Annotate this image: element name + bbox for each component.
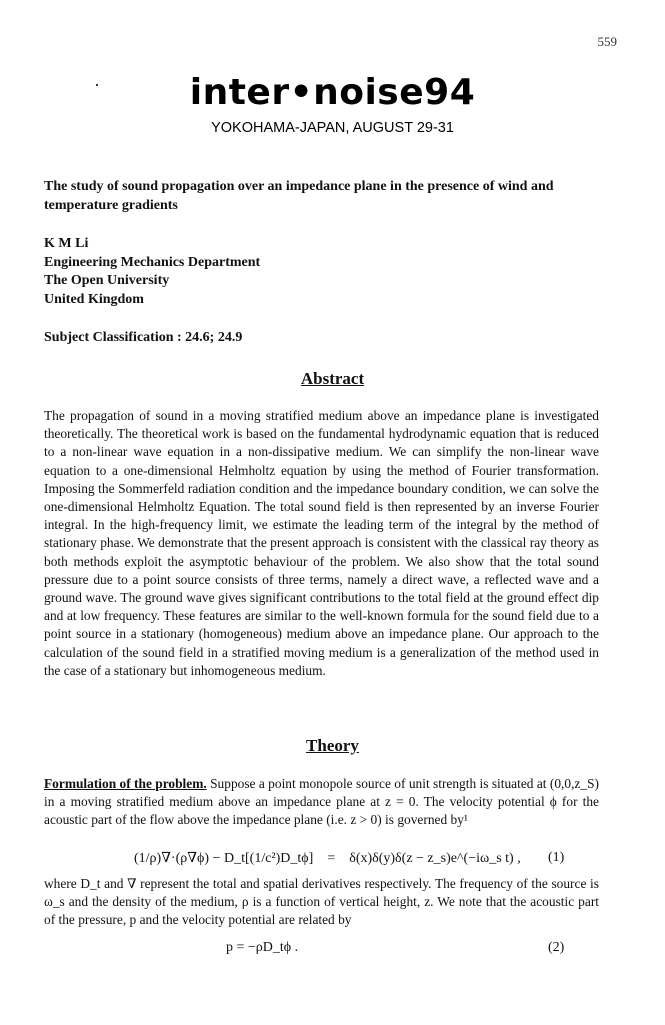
abstract-text: The propagation of sound in a moving stratified medium above an impedance plane is investigated theoretically. The theoretical work is based on the fundamental hydrodynamic equation that is reduced to a non-linear wave equation in a non-dissipative medium. We can simplify the non-linear wave equation to a one-dimensional Helmholtz equation by using the method of Fourier transformation. Imposing the Sommerfeld radiation condition and the impedance boundary condition, we can solve the one-dimensional Helmholtz Equation. The total sound field is then represented by an inverse Fourier integral. In the high-frequency limit, we estimate the leading term of the integral by the method of stationary phase. We demonstrate that the present approach is consistent with the classical ray theory as both methods exploit the asymptotic behaviour of the problem. We also show that the total sound pressure due to a point source consists of three terms, namely a direct wave, a reflected wave and a ground wave. The ground wave gives significant contributions to the total field at the ground effect dip and at low frequency. These features are similar to the well-known formula for the sound field due to a point source in a stationary (homogeneous) medium above an impedance plane. Our approach to the calculation of the sound field in a stratified moving medium is a generalization of the method used in the case of a stationary but inhomogeneous medium.: [44, 408, 599, 678]
equation-1-rhs: δ(x)δ(y)δ(z − z_s)e^(−iω_s t) ,: [349, 851, 521, 866]
author-institution: The Open University: [44, 273, 170, 288]
theory-heading: Theory: [306, 736, 359, 755]
subsection-runin: Formulation of the problem.: [44, 776, 207, 791]
equation-2: p = −ρD_tϕ .: [226, 940, 299, 955]
equation-1: [134, 850, 521, 867]
page-number: 559: [597, 34, 617, 49]
conference-subtitle: YOKOHAMA-JAPAN, AUGUST 29-31: [211, 120, 454, 136]
abstract-heading: Abstract: [300, 369, 365, 388]
conference-logo: inter•noise94: [189, 72, 476, 113]
author-department: Engineering Mechanics Department: [44, 254, 261, 270]
equation-1-equals: =: [327, 851, 336, 866]
theory-after-eq1: where D_t and ∇ represent the total and spatial derivatives respectively. The frequency of the source is ω_s and the density of the medium, ρ is a function of vertical height, z. We note that the acoustic part of the pressure, p and the velocity potential are related by: [44, 876, 599, 928]
theory-intro-text: Suppose a point monopole source of unit strength is situated at (0,0,z_S) in a moving stratified medium above an impedance plane at z = 0. The velocity potential ϕ for the acoustic part of the flow above the impedance plane (i.e. z > 0) is governed by¹: [44, 776, 599, 828]
author-country: United Kingdom: [44, 291, 144, 307]
equation-1-lhs: (1/ρ)∇·(ρ∇ϕ) − D_t[(1/c²)D_tϕ]: [134, 851, 314, 866]
theory-intro-paragraph: [44, 775, 599, 830]
paper-title: The study of sound propagation over an impedance plane in the presence of wind and temperature gradients: [44, 179, 554, 213]
author-name: K M Li: [44, 236, 89, 251]
equation-2-number: (2): [548, 940, 565, 955]
author-block: [44, 235, 260, 309]
subject-classification: Subject Classification : 24.6; 24.9: [44, 330, 243, 345]
equation-1-number: (1): [548, 850, 565, 865]
